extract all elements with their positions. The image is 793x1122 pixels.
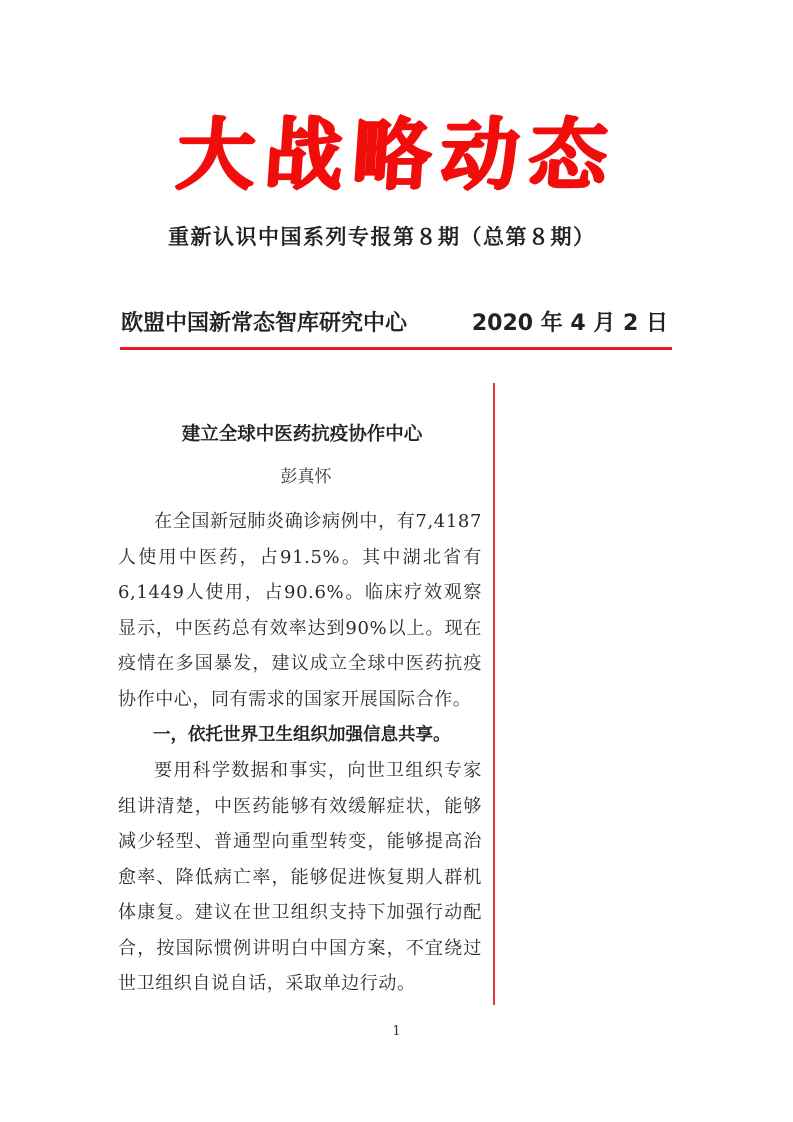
article-author: 彭真怀 <box>280 467 332 487</box>
issue-date: 2020 年 4 月 2 日 <box>471 311 668 336</box>
series-subtitle: 重新认识中国系列专报第８期（总第８期） <box>168 225 596 249</box>
article <box>118 418 482 1002</box>
section-body: 要用科学数据和事实，向世卫组织专家组讲清楚，中医药能够有效缓解症状，能够减少轻型、普通型向重型转变，能够提高治愈率、降低病亡率，能够促进恢复期人群机体康复。建议在世卫组织支持下加强行动配合，按国际惯例讲明白中国方案，不宜绕过世卫组织自说自话，采取单边行动。 <box>118 760 482 994</box>
column-divider <box>493 383 495 1005</box>
article-title: 建立全球中医药抗疫协作中心 <box>181 424 423 445</box>
masthead-title: 大战略动态 <box>173 110 620 201</box>
organization-row <box>121 305 672 343</box>
header-divider <box>120 347 672 350</box>
intro-paragraph: 在全国新冠肺炎确诊病例中，有7,4187人使用中医药，占91.5%。其中湖北省有6,1449人使用，占90.6%。临床疗效观察显示，中医药总有效率达到90%以上。现在疫情在多国暴发，建议成立全球中医药抗疫协作中心，同有需求的国家开展国际合作。 <box>118 511 482 710</box>
page-number: 1 <box>392 1024 401 1039</box>
section-heading: 一，依托世界卫生组织加强信息共享。 <box>153 725 451 745</box>
organization-name: 欧盟中国新常态智库研究中心 <box>121 311 408 336</box>
